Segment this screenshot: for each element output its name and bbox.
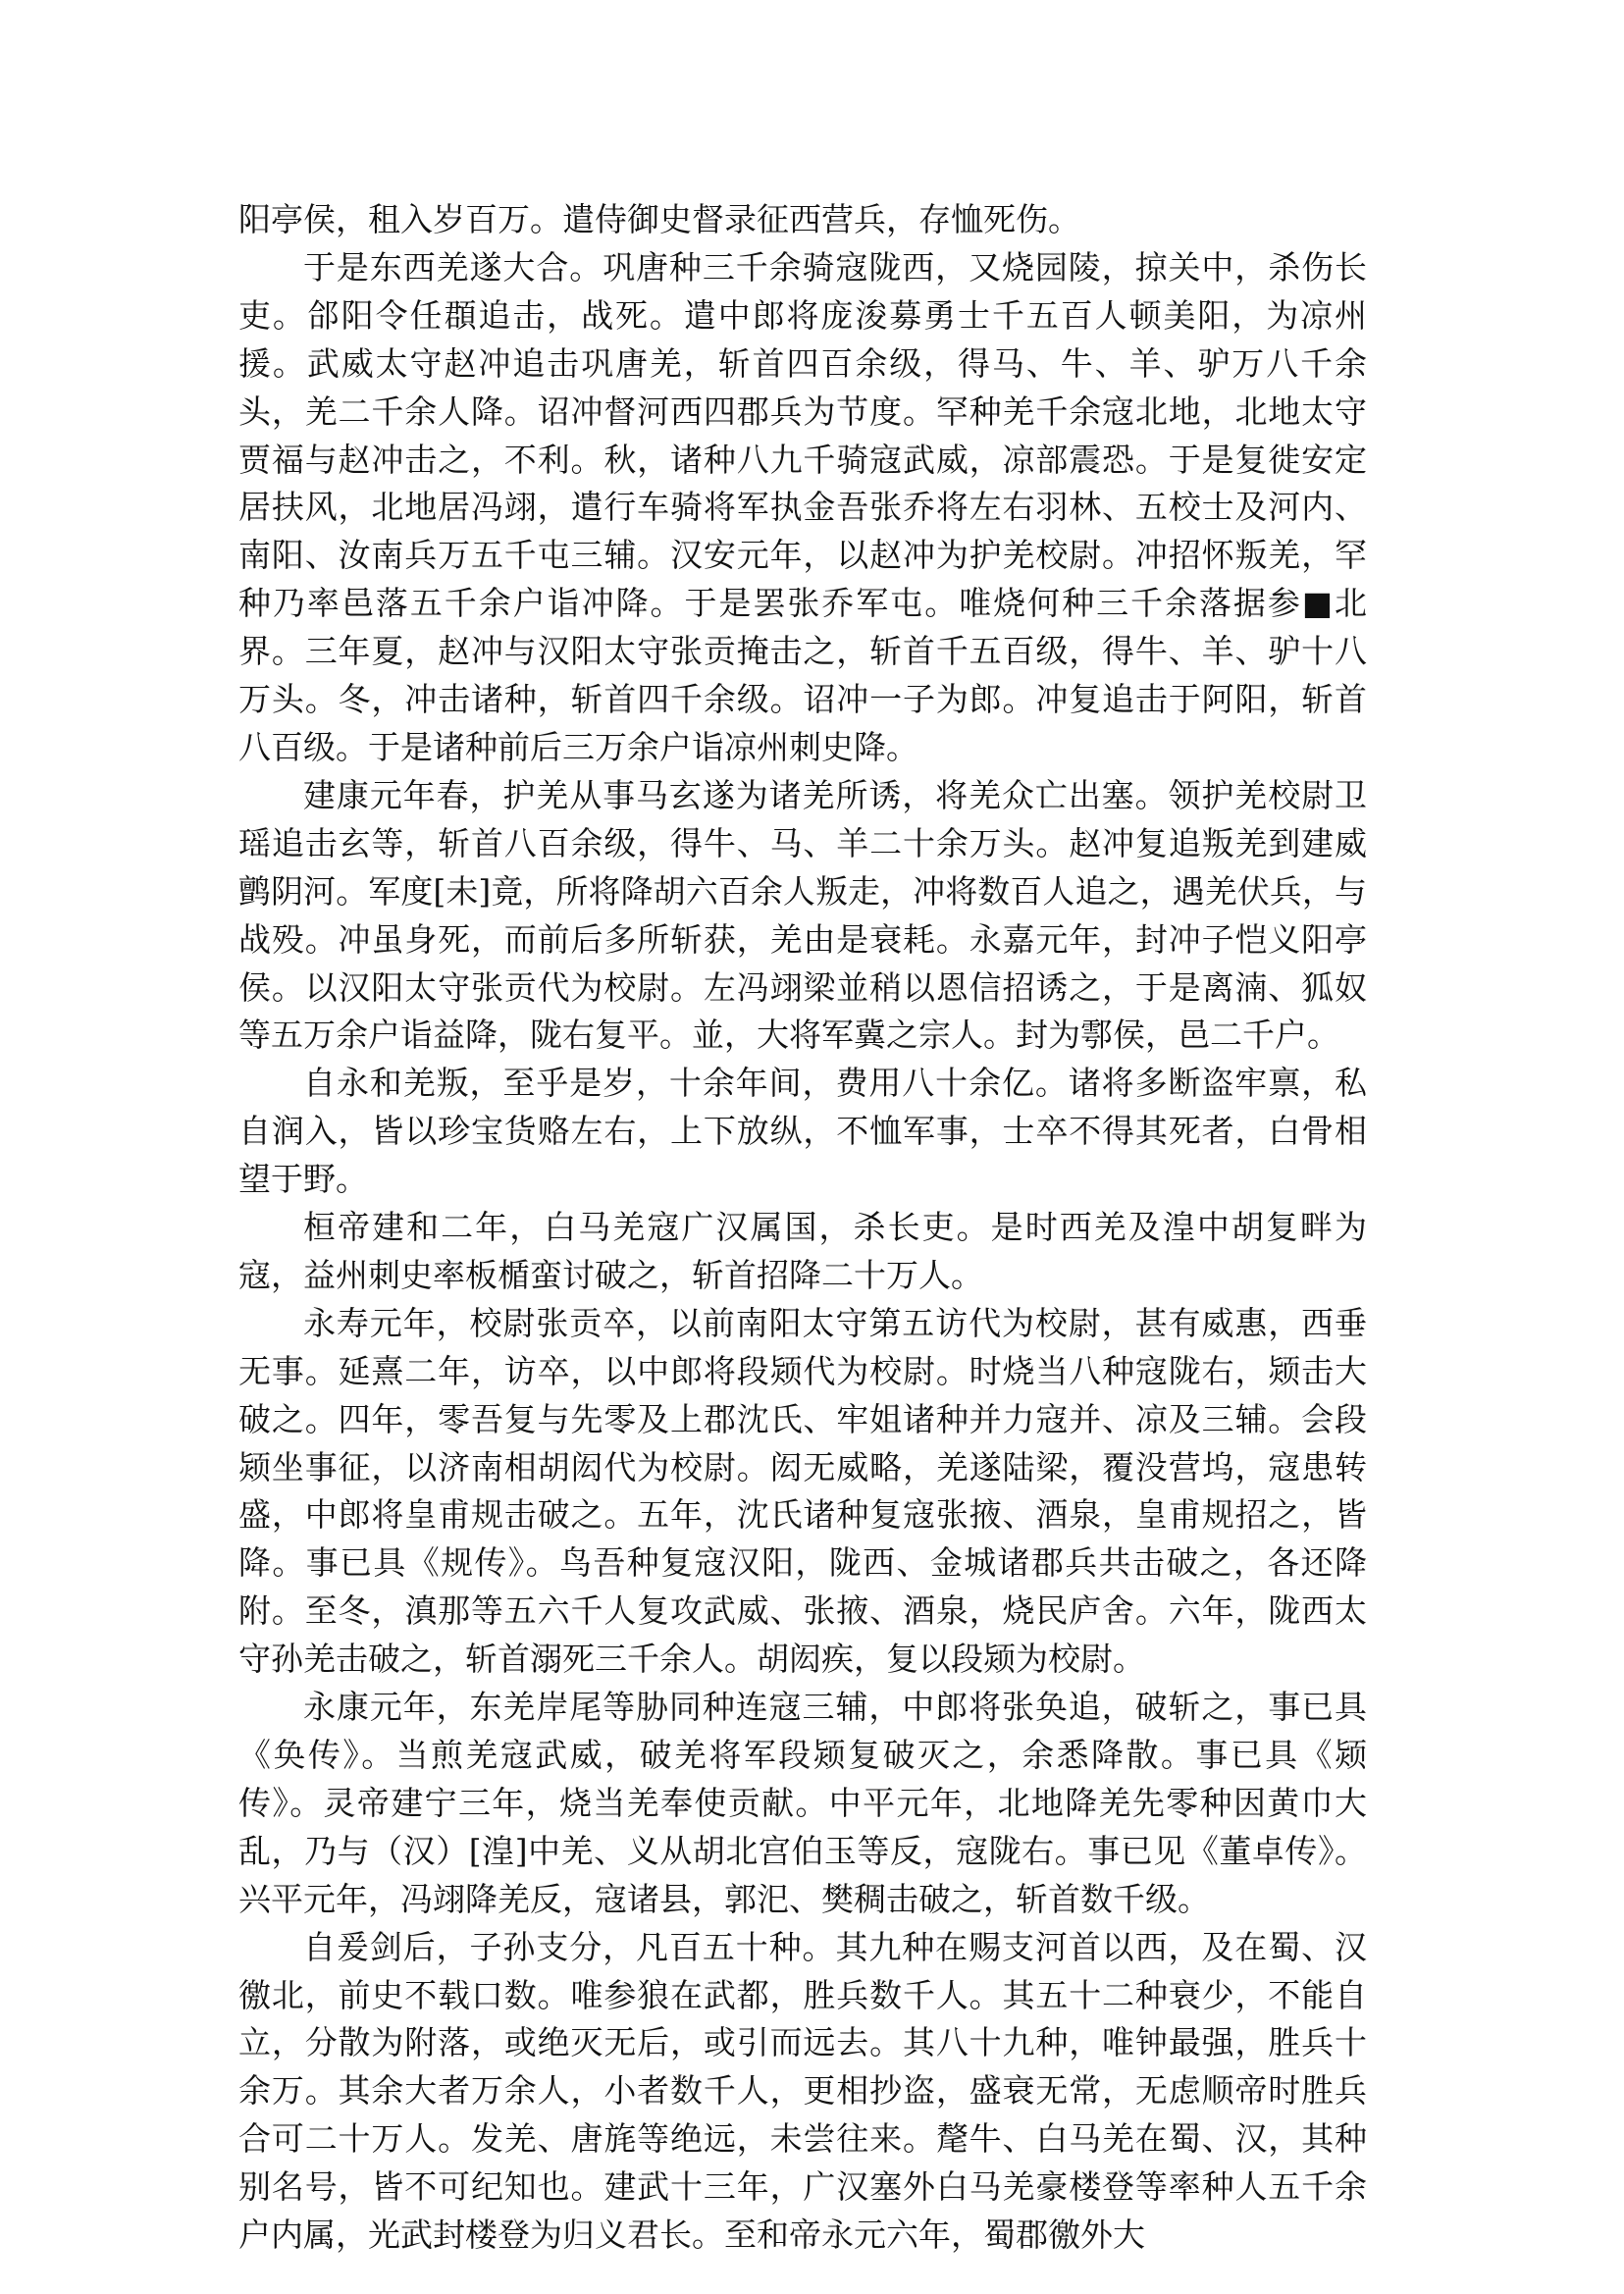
paragraph-continued: 阳亭侯，租入岁百万。遣侍御史督录征西营兵，存恤死伤。 [238,200,1080,238]
paragraph: 永寿元年，校尉张贡卒，以前南阳太守第五访代为校尉，甚有威惠，西垂无事。延熹二年，访卒，以中郎将段颎代为校尉。时烧当八种寇陇右，颎击大破之。四年，零吾复与先零及上郡沈氏、牢姐诸种并力寇并、凉及三辅。会段颎坐事征，以济南相胡闳代为校尉。闳无威略，羌遂陆梁，覆没营坞，寇患转盛，中郎将皇甫规击破之。五年，沈氏诸种复寇张掖、酒泉，皇甫规招之，皆降。事已具《规传》。鸟吾种复寇汉阳，陇西、金城诸郡兵共击破之，各还降附。至冬，滇那等五六千人复攻武威、张掖、酒泉，烧民庐舍。六年，陇西太守孙羌击破之，斩首溺死三千余人。胡闳疾，复以段颎为校尉。 [238,1303,1367,1679]
paragraph: 自永和羌叛，至乎是岁，十余年间，费用八十余亿。诸将多断盗牢禀，私自润入，皆以珍宝货赂左右，上下放纵，不恤军事，士卒不得其死者，白骨相望于野。 [238,1064,1367,1199]
paragraph: 永康元年，东羌岸尾等胁同种连寇三辅，中郎将张奂追，破斩之，事已具《奂传》。当煎羌寇武威，破羌将军段颎复破灭之，余悉降散。事已具《颎传》。灵帝建宁三年，烧当羌奉使贡献。中平元年，北地降羌先零种因黄巾大乱，乃与（汉）[湟]中羌、义从胡北宫伯玉等反，寇陇右。事已见《董卓传》。兴平元年，冯翊降羌反，寇诸县，郭汜、樊稠击破之，斩首数千级。 [238,1688,1367,1918]
body-text [238,196,1367,2260]
paragraph: 自爰剑后，子孙支分，凡百五十种。其九种在赐支河首以西，及在蜀、汉徼北，前史不载口数。唯参狼在武都，胜兵数千人。其五十二种衰少，不能自立，分散为附落，或绝灭无后，或引而远去。其八十九种，唯钟最强，胜兵十余万。其余大者万余人，小者数千人，更相抄盗，盛衰无常，无虑顺帝时胜兵合可二十万人。发羌、唐旄等绝远，未尝往来。氂牛、白马羌在蜀、汉，其种别名号，皆不可纪知也。建武十三年，广汉塞外白马羌豪楼登等率种人五千余户内属，光武封楼登为归义君长。至和帝永元六年，蜀郡徼外大 [238,1927,1367,2255]
paragraph: 建康元年春，护羌从事马玄遂为诸羌所诱，将羌众亡出塞。领护羌校尉卫瑶追击玄等，斩首八百余级，得牛、马、羊二十余万头。赵冲复追叛羌到建威鹯阴河。军度[未]竟，所将降胡六百余人叛走，冲将数百人追之，遇羌伏兵，与战殁。冲虽身死，而前后多所斩获，羌由是衰耗。永嘉元年，封冲子恺义阳亭侯。以汉阳太守张贡代为校尉。左冯翊梁並稍以恩信招诱之，于是离湳、狐奴等五万余户诣益降，陇右复平。並，大将军冀之宗人。封为鄠侯，邑二千户。 [238,775,1367,1055]
paragraph: 桓帝建和二年，白马羌寇广汉属国，杀长吏。是时西羌及湟中胡复畔为寇，益州刺史率板楯蛮讨破之，斩首招降二十万人。 [238,1208,1367,1294]
paragraph: 于是东西羌遂大合。巩唐种三千余骑寇陇西，又烧园陵，掠关中，杀伤长吏。郃阳令任頵追击，战死。遣中郎将庞浚募勇士千五百人顿美阳，为凉州援。武威太守赵冲追击巩唐羌，斩首四百余级，得马、牛、羊、驴万八千余头，羌二千余人降。诏冲督河西四郡兵为节度。罕种羌千余寇北地，北地太守贾福与赵冲击之，不利。秋，诸种八九千骑寇武威，凉部震恐。于是复徙安定居扶风，北地居冯翊，遣行车骑将军执金吾张乔将左右羽林、五校士及河内、南阳、汝南兵万五千屯三辅。汉安元年，以赵冲为护羌校尉。冲招怀叛羌，罕种乃率邑落五千余户诣冲降。于是罢张乔军屯。唯烧何种三千余落据参■北界。三年夏，赵冲与汉阳太守张贡掩击之，斩首千五百级，得牛、羊、驴十八万头。冬，冲击诸种，斩首四千余级。诏冲一子为郎。冲复追击于阿阳，斩首八百级。于是诸种前后三万余户诣凉州刺史降。 [238,247,1367,766]
